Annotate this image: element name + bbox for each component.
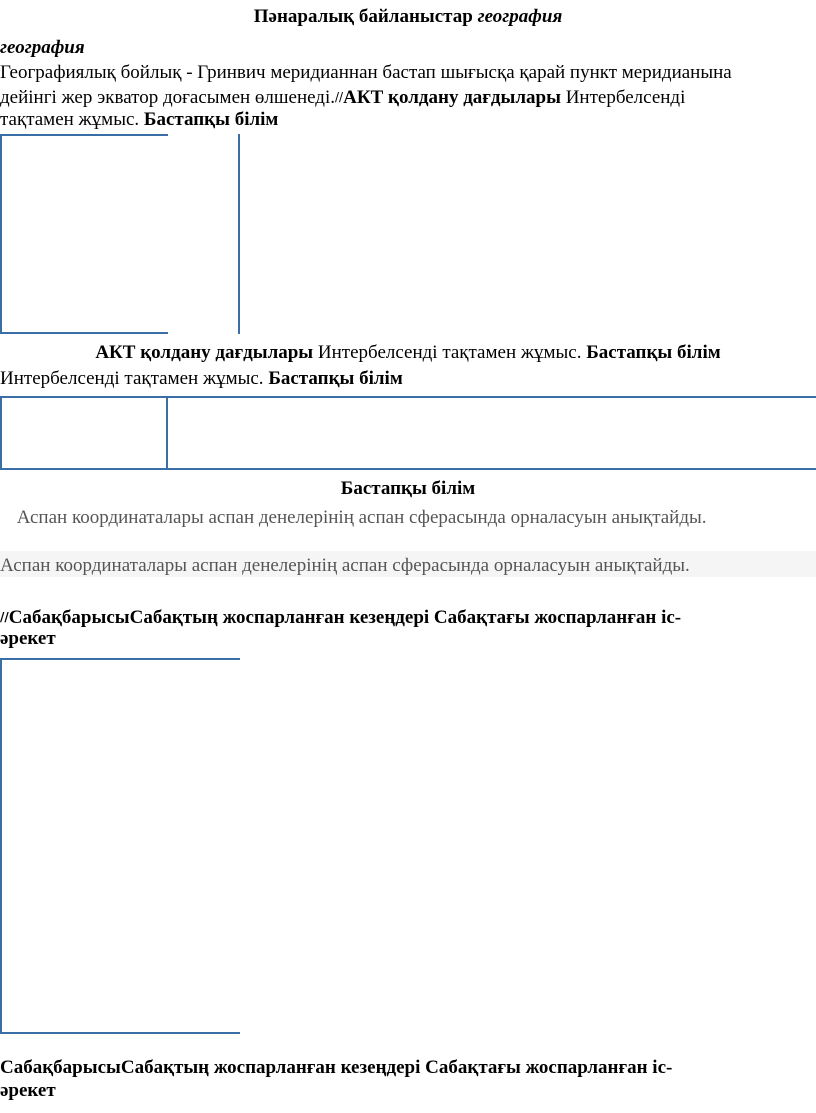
title-prefix: Пәнаралық байланыстар <box>253 6 473 27</box>
table2-border-bottom <box>0 468 816 470</box>
section2-text: Интербелсенді тақтамен жұмыс. <box>0 368 269 389</box>
subheading: география <box>0 37 85 58</box>
table2-border-left <box>0 396 2 470</box>
section3-bullet <box>12 507 707 529</box>
paragraph-line-1: Географиялық бойлық - Гринвич меридианнан бастап шығысқа қарай пункт меридианына <box>0 62 732 83</box>
ikt-skills-label: АКТ қолдану дағдылары <box>343 87 561 108</box>
section4-line-2: әрекет <box>0 628 56 649</box>
table3-border-top <box>0 658 240 660</box>
lesson-flow-label: Сабақбарысы <box>8 607 130 628</box>
section3-heading: Бастапқы білім <box>340 478 476 499</box>
planned-activity-label: Сабақтағы жоспарланған іс- <box>429 607 682 628</box>
marks-icon: // <box>0 610 9 624</box>
section5-line-1 <box>0 1057 672 1079</box>
paragraph-text-tail: Интербелсенді <box>560 87 686 108</box>
bullet-text: Аспан координаталары аспан денелерінің аспан сферасында орналасуын анықтайды. <box>12 507 707 528</box>
paragraph-line-3 <box>0 109 278 131</box>
table-border-right <box>238 134 240 334</box>
initial-knowledge-label: Бастапқы білім <box>268 368 403 389</box>
table3-border-bottom <box>0 1032 240 1034</box>
table2-border-top <box>0 396 816 398</box>
section2-line-2 <box>0 368 403 390</box>
section2-line-1 <box>0 342 816 364</box>
planned-stages-label: Сабақтың жоспарланған кезеңдері <box>129 607 430 628</box>
initial-knowledge-label: Бастапқы білім <box>586 342 721 363</box>
table-border-bottom <box>0 332 168 334</box>
table3-border-left <box>0 658 2 1034</box>
section2-text: Интербелсенді тақтамен жұмыс. <box>313 342 587 363</box>
paragraph-line-2 <box>0 86 685 109</box>
initial-knowledge-label: Бастапқы білім <box>143 109 279 130</box>
ikt-skills-label: АКТ қолдану дағдылары <box>95 342 314 363</box>
page-title <box>0 6 816 28</box>
title-subject: география <box>477 6 563 27</box>
lesson-flow-label: Сабақбарысы <box>0 1057 121 1078</box>
table2-divider <box>166 396 168 470</box>
section5-line-2: әрекет <box>0 1080 56 1101</box>
paragraph-text: дейінгі жер экватор доғасымен өлшенеді. <box>0 87 336 108</box>
table-border-left <box>0 134 2 334</box>
marks-icon: // <box>335 90 344 104</box>
section3-plain-text: Аспан координаталары аспан денелерінің аспан сферасында орналасуын анықтайды. <box>0 555 690 576</box>
paragraph-text: тақтамен жұмыс. <box>0 109 144 130</box>
table-border-top <box>0 134 168 136</box>
planned-stages-label: Сабақтың жоспарланған кезеңдері <box>120 1057 421 1078</box>
planned-activity-label: Сабақтағы жоспарланған іс- <box>420 1057 673 1078</box>
section4-line-1 <box>0 606 681 629</box>
